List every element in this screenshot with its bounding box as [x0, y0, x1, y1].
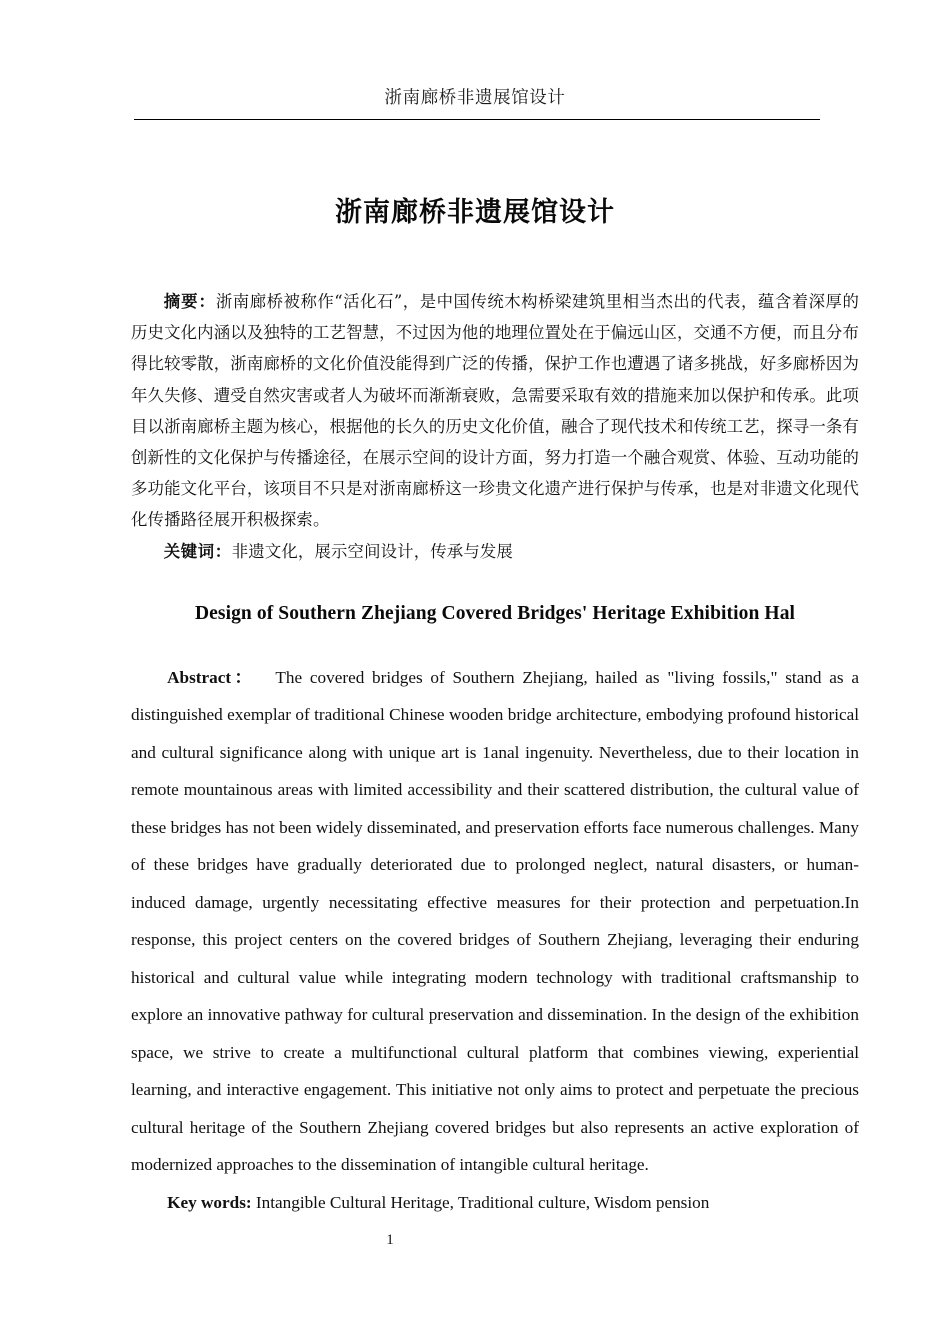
- english-title: Design of Southern Zhejiang Covered Bridges' Heritage Exhibition Hal: [194, 602, 796, 624]
- chinese-abstract-label: 摘要：: [163, 292, 216, 311]
- chinese-abstract-section: [131, 286, 859, 567]
- english-keywords-text: Intangible Cultural Heritage, Traditional culture, Wisdom pension: [251, 1192, 710, 1212]
- chinese-abstract-text: 浙南廊桥被称作“活化石”，是中国传统木构桥梁建筑里相当杰出的代表，蕴含着深厚的历史文化内涵以及独特的工艺智慧，不过因为他的地理位置处在于偏远山区，交通不方便，而且分布得比较零散，浙南廊桥的文化价值没能得到广泛的传播，保护工作也遭遇了诸多挑战，好多廊桥因为年久失修、遭受自然灾害或者人为破坏而渐渐衰败，急需要采取有效的措施来加以保护和传承。此项目以浙南廊桥主题为核心，根据他的长久的历史文化价值，融合了现代技术和传统工艺，探寻一条有创新性的文化保护与传播途径，在展示空间的设计方面，努力打造一个融合观赏、体验、互动功能的多功能文化平台，该项目不只是对浙南廊桥这一珍贵文化遗产进行保护与传承，也是对非遗文化现代化传播路径展开积极探索。: [131, 292, 859, 530]
- document-body: [131, 286, 859, 1221]
- english-keywords-paragraph: [131, 1184, 859, 1222]
- header-divider: [134, 119, 820, 120]
- english-abstract-text: The covered bridges of Southern Zhejiang, hailed as "living fossils," stand as a distinguished exemplar of traditional Chinese wooden bridge architecture, embodying profound historical and cultural significance along with unique art is 1anal ingenuity. Nevertheless, due to their location in remote mountainous areas with limited accessibility and their scattered distribution, the cultural value of these bridges has not been widely disseminated, and preservation efforts face numerous challenges. Many of these bridges have gradually deteriorated due to prolonged neglect, natural disasters, or human-induced damage, urgently necessitating effective measures for their protection and perpetuation.In response, this project centers on the covered bridges of Southern Zhejiang, leveraging their enduring historical and cultural value while integrating modern technology with traditional craftsmanship to explore an innovative pathway for cultural preservation and dissemination. In the design of the exhibition space, we strive to create a multifunctional cultural platform that combines viewing, experiential learning, and interactive engagement. This initiative not only aims to protect and perpetuate the precious cultural heritage of the Southern Zhejiang covered bridges but also represents an active exploration of modernized approaches to the dissemination of intangible cultural heritage.: [131, 667, 859, 1175]
- chinese-keywords-text: 非遗文化，展示空间设计，传承与发展: [231, 541, 513, 561]
- english-abstract-paragraph: [131, 659, 859, 1184]
- page-title: 浙南廊桥非遗展馆设计: [335, 197, 615, 228]
- running-header: [0, 88, 950, 110]
- running-header-title: 浙南廊桥非遗展馆设计: [384, 88, 566, 108]
- footer-page-number: 1: [386, 1232, 394, 1248]
- chinese-abstract-paragraph: [131, 286, 859, 536]
- english-abstract-label: Abstract: [167, 667, 232, 687]
- english-abstract-colon: ：: [231, 667, 256, 687]
- chinese-keywords-label: 关键词：: [163, 541, 232, 561]
- chinese-keywords-paragraph: [131, 536, 859, 567]
- english-abstract-section: [131, 659, 859, 1222]
- english-keywords-label: Key words:: [167, 1192, 252, 1212]
